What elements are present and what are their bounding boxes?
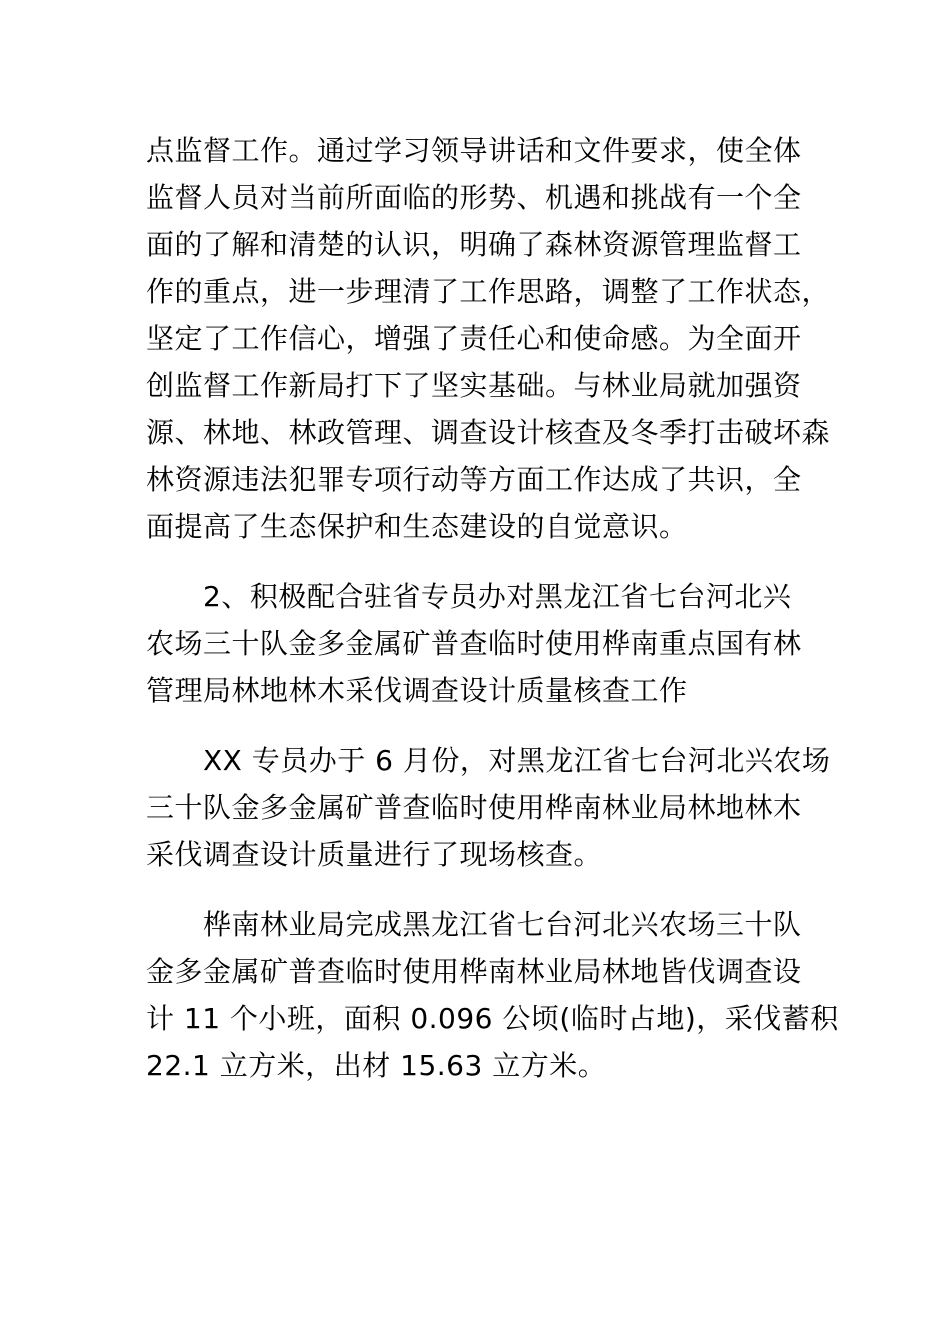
text-line: 金多金属矿普查临时使用桦南林业局林地皆伐调查设 <box>146 955 802 988</box>
text-line: 桦南林业局完成黑龙江省七台河北兴农场三十队 <box>203 908 802 941</box>
text-line: 源、林地、林政管理、调查设计核查及冬季打击破坏森 <box>146 416 831 449</box>
text-line: 农场三十队金多金属矿普查临时使用桦南重点国有林 <box>146 627 802 660</box>
text-line: 监督人员对当前所面临的形势、机遇和挑战有一个全 <box>146 181 802 214</box>
text-line: 创监督工作新局打下了坚实基础。与林业局就加强资 <box>146 369 802 402</box>
text-line: 管理局林地林木采伐调查设计质量核查工作 <box>146 674 688 707</box>
text-line: 林资源违法犯罪专项行动等方面工作达成了共识，全 <box>146 463 802 496</box>
paragraph-supervision-study <box>146 127 831 550</box>
text-line: 22.1 立方米，出材 15.63 立方米。 <box>146 1049 607 1082</box>
text-line: 坚定了工作信心，增强了责任心和使命感。为全面开 <box>146 322 802 355</box>
paragraph-field-verification <box>146 737 831 878</box>
text-line: 2、积极配合驻省专员办对黑龙江省七台河北兴 <box>203 580 792 613</box>
text-line: 计 11 个小班，面积 0.096 公顷(临时占地)，采伐蓄积 <box>146 1002 839 1035</box>
document-body <box>146 127 839 1089</box>
text-line: 三十队金多金属矿普查临时使用桦南林业局林地林木 <box>146 791 802 824</box>
text-line: 采伐调查设计质量进行了现场核查。 <box>146 838 603 871</box>
text-line: XX 专员办于 6 月份，对黑龙江省七台河北兴农场 <box>203 744 831 777</box>
text-line: 面的了解和清楚的认识，明确了森林资源管理监督工 <box>146 228 802 261</box>
paragraph-section-2-heading <box>146 573 808 714</box>
text-line: 作的重点，进一步理清了工作思路，调整了工作状态， <box>146 275 831 308</box>
text-line: 点监督工作。通过学习领导讲话和文件要求，使全体 <box>146 134 802 167</box>
text-line: 面提高了生态保护和生态建设的自觉意识。 <box>146 510 688 543</box>
paragraph-logging-figures <box>146 901 839 1089</box>
